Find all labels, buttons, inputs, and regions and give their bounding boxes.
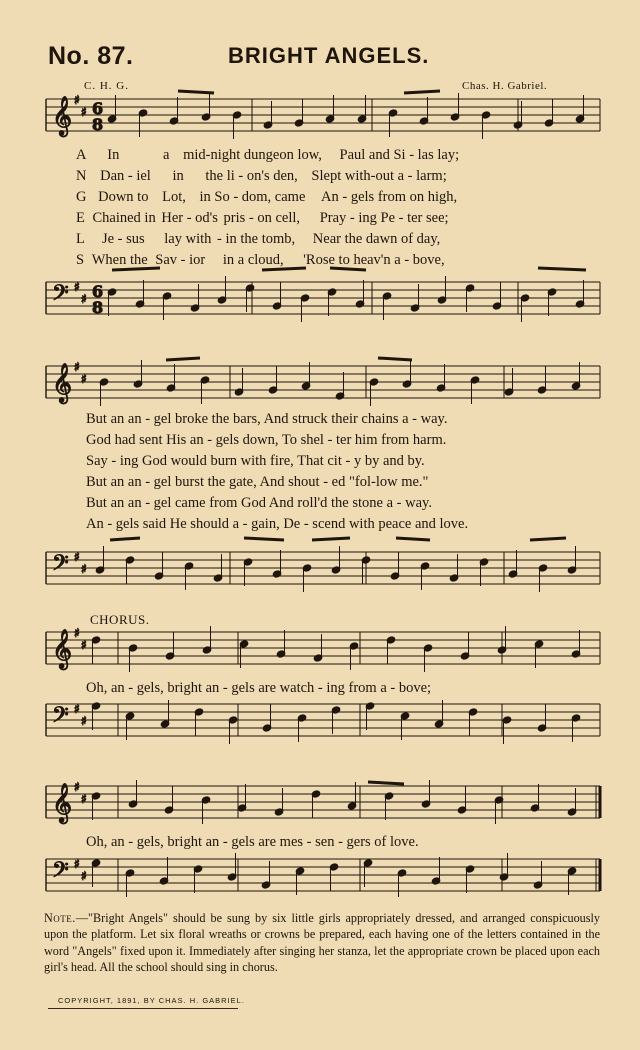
- bass-clef: 𝄢: [52, 281, 69, 311]
- note-beam: [112, 268, 160, 270]
- verse-line-3: [76, 189, 457, 206]
- verse-initial: S: [76, 252, 85, 268]
- lyric-fragment: in: [172, 168, 184, 184]
- note-beam: [368, 782, 404, 784]
- key-sharp: ♯: [81, 792, 87, 806]
- lyricist-credit: C. H. G.: [84, 80, 129, 92]
- staff-system-1-bass: [0, 278, 640, 328]
- lyric-fragment: 'Rose to heav'n a - bove,: [303, 252, 445, 268]
- key-sharp: ♯: [74, 702, 80, 716]
- staff-system-3-bass: [0, 700, 640, 750]
- treble-clef: 𝄞: [52, 783, 73, 823]
- note-beam: [312, 538, 350, 540]
- time-sig-bottom: 8: [92, 115, 104, 134]
- verse-initial: A: [76, 147, 86, 163]
- note-beam: [178, 91, 214, 93]
- lyric-fragment: mid-night dungeon low,: [183, 147, 322, 163]
- lyric-fragment: the li - on's den,: [205, 168, 298, 184]
- key-sharp: ♯: [74, 857, 80, 871]
- verse-cont-line-5: But an an - gel came from God And roll'd the stone a - way.: [86, 495, 432, 511]
- lyric-fragment: In: [107, 147, 120, 163]
- lyric-fragment: a: [163, 147, 170, 163]
- chorus-line-1: Oh, an - gels, bright an - gels are watch - ing from a - bove;: [86, 680, 432, 696]
- verse-cont-line-3: Say - ing God would burn with fire, That cit - y by and by.: [86, 453, 425, 469]
- lyric-fragment: Pray - ing Pe - ter see;: [319, 210, 449, 226]
- chorus-line-2: Oh, an - gels, bright an - gels are mes - sen - gers of love.: [86, 834, 419, 850]
- staff-system-1-treble: [0, 95, 640, 145]
- lyric-fragment: An - gels from on high,: [321, 189, 458, 205]
- verse-line-5: [76, 231, 440, 248]
- performance-note: [44, 910, 600, 975]
- verse-line-2: [76, 168, 447, 185]
- key-sharp: ♯: [74, 550, 80, 564]
- note-beam: [166, 358, 200, 360]
- time-sig-bottom: 8: [92, 298, 104, 317]
- key-sharp: ♯: [81, 638, 87, 652]
- key-sharp: ♯: [81, 372, 87, 386]
- lyric-fragment: pris - on cell,: [223, 210, 301, 226]
- lyric-fragment: Paul and Si - las lay;: [339, 147, 460, 163]
- lyric-fragment: - in the tomb,: [217, 231, 296, 247]
- lyric-fragment: When the: [91, 252, 148, 268]
- lyric-fragment: Je - sus: [101, 231, 145, 247]
- key-sharp: ♯: [81, 105, 87, 119]
- lyric-fragment: in So - dom, came: [199, 189, 306, 205]
- note-beam: [396, 538, 430, 540]
- key-sharp: ♯: [81, 292, 87, 306]
- treble-clef: 𝄞: [52, 96, 73, 136]
- lyric-fragment: in a cloud,: [222, 252, 284, 268]
- lyric-fragment: Chained in: [92, 210, 156, 226]
- lyric-fragment: Lot,: [162, 189, 186, 205]
- note-lead: Note.: [44, 911, 76, 925]
- verse-line-1: [76, 147, 459, 164]
- note-beam: [262, 268, 306, 270]
- bass-clef: 𝄢: [52, 703, 69, 733]
- lyric-fragment: Her - od's: [161, 210, 218, 226]
- bass-clef: 𝄢: [52, 551, 69, 581]
- verse-initial: L: [76, 231, 85, 247]
- treble-clef: 𝄞: [52, 629, 73, 669]
- lyric-fragment: Near the dawn of day,: [312, 231, 441, 247]
- key-sharp: ♯: [81, 714, 87, 728]
- lyric-fragment: lay with: [164, 231, 212, 247]
- key-sharp: ♯: [81, 562, 87, 576]
- key-sharp: ♯: [81, 869, 87, 883]
- treble-clef: 𝄞: [52, 363, 73, 403]
- lyric-fragment: Sav - ior: [155, 252, 206, 268]
- time-sig-top: 6: [92, 99, 104, 118]
- key-sharp: ♯: [74, 93, 80, 107]
- note-beam: [378, 358, 412, 360]
- verse-cont-line-2: God had sent His an - gels down, To shel - ter him from harm.: [86, 432, 447, 448]
- verse-line-4: [76, 210, 449, 227]
- hymn-header: [0, 42, 640, 76]
- key-sharp: ♯: [74, 780, 80, 794]
- time-sig-top: 6: [92, 282, 104, 301]
- note-beam: [530, 538, 566, 540]
- lyric-fragment: Down to: [98, 189, 149, 205]
- note-beam: [330, 268, 366, 270]
- composer-credit: Chas. H. Gabriel.: [462, 80, 548, 92]
- chorus-label: CHORUS.: [90, 612, 150, 627]
- key-sharp: ♯: [74, 626, 80, 640]
- verse-cont-line-6: An - gels said He should a - gain, De - scend with peace and love.: [86, 516, 469, 532]
- lyric-fragment: Dan - iel: [100, 168, 151, 184]
- hymn-number: No. 87.: [48, 42, 134, 70]
- staff-system-2-bass: [0, 548, 640, 598]
- hymn-title: BRIGHT ANGELS.: [228, 43, 430, 68]
- verse-line-6: [76, 252, 445, 269]
- bass-clef: 𝄢: [52, 858, 69, 888]
- staff-system-4-bass: [0, 855, 640, 905]
- note-beam: [404, 91, 440, 93]
- lyric-fragment: Slept with-out a - larm;: [311, 168, 447, 184]
- verse-cont-line-1: But an an - gel broke the bars, And struck their chains a - way.: [86, 411, 448, 427]
- verse-initial: N: [76, 168, 87, 184]
- staff-system-3-treble: [0, 628, 640, 678]
- staff-system-4-treble: [0, 782, 640, 832]
- verse-cont-line-4: But an an - gel burst the gate, And shout - ed "fol-low me.": [86, 474, 429, 490]
- note-beam: [244, 538, 284, 540]
- key-sharp: ♯: [74, 360, 80, 374]
- footer-rule: [48, 1008, 238, 1009]
- verse-initial: G: [76, 189, 87, 205]
- verse-initial: E: [76, 210, 85, 226]
- note-beam: [538, 268, 586, 270]
- copyright-notice: COPYRIGHT, 1891, BY CHAS. H. GABRIEL.: [58, 996, 245, 1005]
- key-sharp: ♯: [74, 280, 80, 294]
- note-body: —"Bright Angels" should be sung by six little girls appropriately dressed, and arranged conspicuously upon the platform. Let six floral wreaths or crowns be prepared, each having one of the letters contained in the word "Angels" fixed upon it. Immediately after singing her stanza, let the appropriate crown be placed upon each girl's head. All the school should sing in chorus.: [44, 911, 600, 974]
- staff-system-2-treble: [0, 362, 640, 412]
- note-beam: [110, 538, 140, 540]
